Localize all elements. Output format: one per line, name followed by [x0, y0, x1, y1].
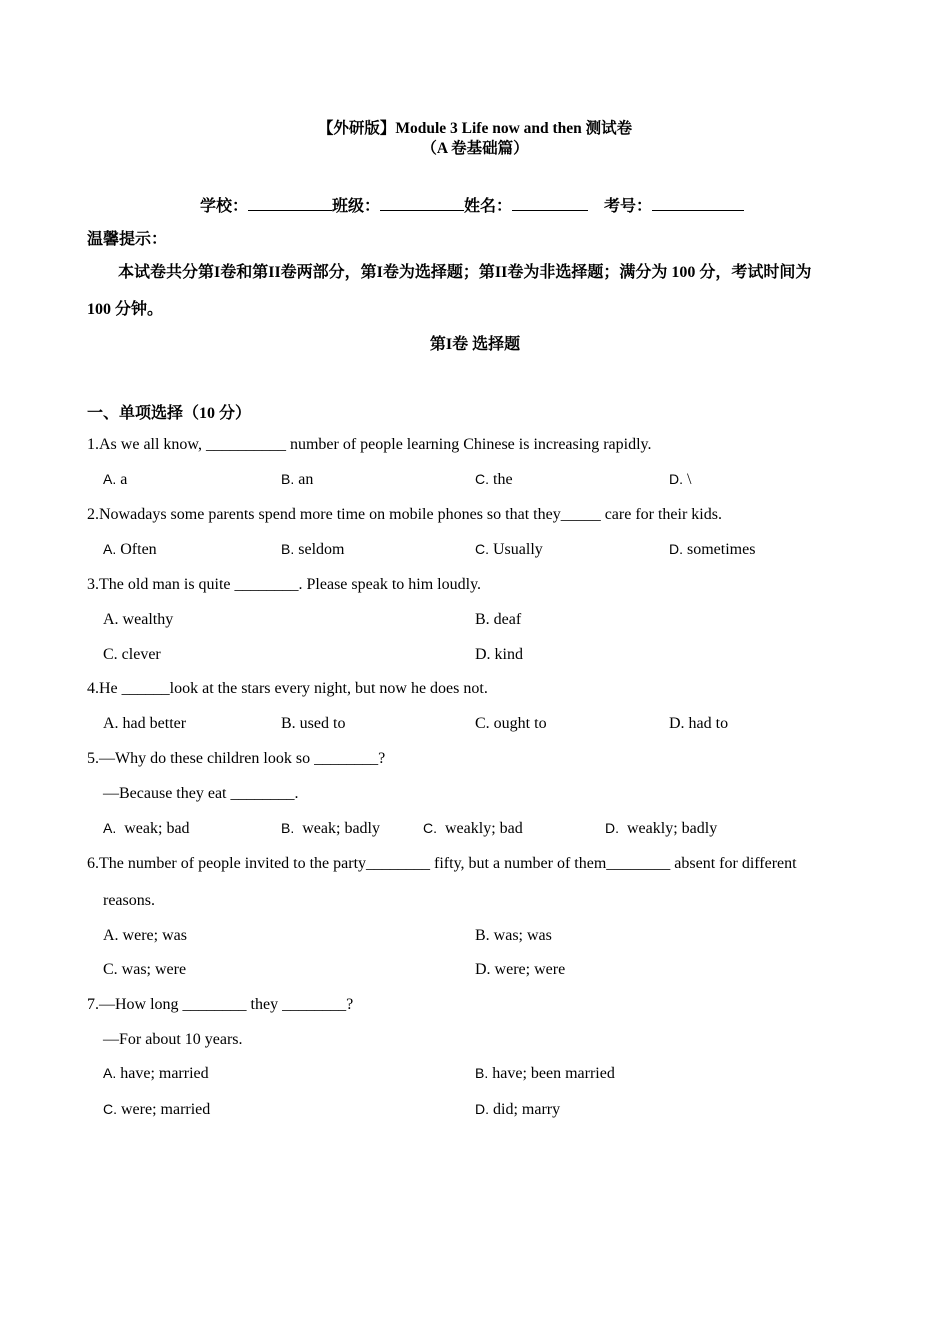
q4-option-c[interactable]: C. ought to: [475, 715, 547, 732]
question-5-stem: 5.—Why do these children look so ________?: [87, 750, 386, 767]
q1-option-b[interactable]: B. an: [281, 471, 314, 488]
q6-option-b[interactable]: B. was; was: [475, 927, 552, 944]
name-label: 姓名：: [464, 198, 513, 215]
question-7-stem: 7.—How long ________ they ________?: [87, 996, 354, 1013]
q4-option-b[interactable]: B. used to: [281, 715, 346, 732]
question-1-stem: 1.As we all know, __________ number of people learning Chinese is increasing rapidly.: [87, 436, 652, 453]
section-heading: 一、单项选择（10 分）: [87, 405, 252, 422]
document-subtitle: （A 卷基础篇）: [421, 140, 529, 157]
q3-option-d[interactable]: D. kind: [475, 646, 523, 663]
notice-label: 温馨提示：: [87, 231, 168, 248]
q6-option-c[interactable]: C. was; were: [103, 961, 187, 978]
question-5-stem-2: —Because they eat ________.: [103, 785, 299, 802]
q2-option-d[interactable]: D. sometimes: [669, 541, 756, 558]
q5-option-b[interactable]: B. weak; badly: [281, 820, 380, 837]
part-title: 第I卷 选择题: [429, 336, 521, 353]
notice-text-line1: 本试卷共分第I卷和第II卷两部分，第I卷为选择题；第II卷为非选择题；满分为 100 分，考试时间为: [118, 264, 812, 281]
class-blank[interactable]: [380, 196, 464, 211]
q5-option-d[interactable]: D. weakly; badly: [605, 820, 718, 837]
q4-option-d[interactable]: D. had to: [669, 715, 729, 732]
exam-no-label: 考号：: [604, 198, 653, 215]
q6-option-a[interactable]: A. were; was: [103, 927, 187, 944]
exam-no-blank[interactable]: [652, 196, 744, 211]
document-title: 【外研版】Module 3 Life now and then 测试卷: [317, 120, 633, 137]
student-info-row: [200, 193, 744, 216]
question-2-stem: 2.Nowadays some parents spend more time on mobile phones so that they_____ care for their kids.: [87, 506, 722, 523]
q3-option-a[interactable]: A. wealthy: [103, 611, 174, 628]
school-label: 学校：: [200, 198, 249, 215]
q1-option-a[interactable]: A. a: [103, 471, 128, 488]
q7-option-b[interactable]: B. have; been married: [475, 1065, 615, 1082]
q2-option-b[interactable]: B. seldom: [281, 541, 345, 558]
q4-option-a[interactable]: A. had better: [103, 715, 187, 732]
q7-option-a[interactable]: A. have; married: [103, 1065, 209, 1082]
q2-option-c[interactable]: C. Usually: [475, 541, 543, 558]
question-3-stem: 3.The old man is quite ________. Please speak to him loudly.: [87, 576, 482, 593]
q7-option-c[interactable]: C. were; married: [103, 1101, 211, 1118]
name-blank[interactable]: [512, 196, 588, 211]
q2-option-a[interactable]: A. Often: [103, 541, 157, 558]
school-blank[interactable]: [248, 196, 332, 211]
q5-option-c[interactable]: C. weakly; bad: [423, 820, 523, 837]
question-6-stem: 6.The number of people invited to the party________ fifty, but a number of them________ absent for different: [87, 855, 797, 872]
notice-text-line2: 100 分钟。: [87, 301, 164, 318]
question-6-stem-2: reasons.: [103, 892, 155, 909]
question-4-stem: 4.He ______look at the stars every night, but now he does not.: [87, 680, 488, 697]
class-label: 班级：: [332, 198, 381, 215]
q3-option-c[interactable]: C. clever: [103, 646, 161, 663]
q6-option-d[interactable]: D. were; were: [475, 961, 566, 978]
q7-option-d[interactable]: D. did; marry: [475, 1101, 561, 1118]
q1-option-d[interactable]: D. \: [669, 471, 692, 488]
q3-option-b[interactable]: B. deaf: [475, 611, 522, 628]
q1-option-c[interactable]: C. the: [475, 471, 513, 488]
q5-option-a[interactable]: A. weak; bad: [103, 820, 190, 837]
question-7-stem-2: —For about 10 years.: [103, 1031, 243, 1048]
